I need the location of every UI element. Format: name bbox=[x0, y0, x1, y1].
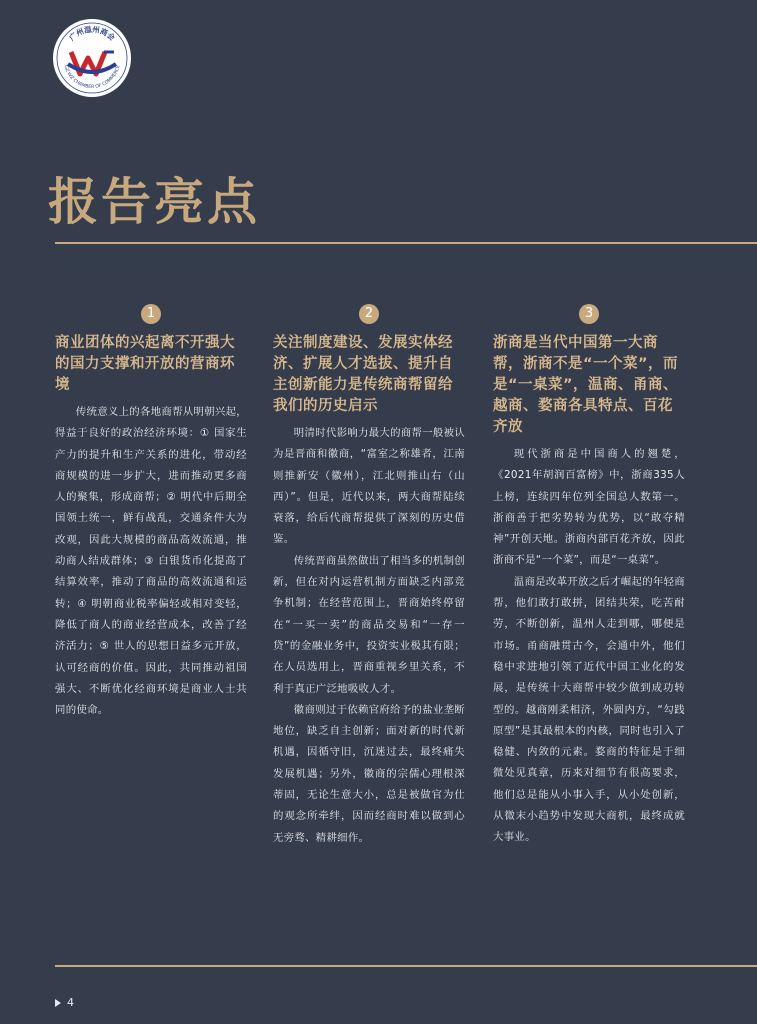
column-body bbox=[273, 423, 465, 849]
logo-text-bottom: GZ WZ CHAMBER OF COMMERCE bbox=[62, 64, 122, 91]
paragraph: 现代浙商是中国商人的翘楚，《2021年胡润百富榜》中，浙商335人上榜，连续四年位列全国总人数第一。浙商善于把劣势转为优势，以“敢夺精神”开创天地。浙商内部百花齐放，因此浙商不是“一个菜”，而是“一桌菜”。 bbox=[493, 448, 685, 567]
triangle-marker-icon bbox=[55, 999, 61, 1007]
page-title: 报告亮点 bbox=[48, 173, 260, 231]
paragraph: 徽商则过于依赖官府给予的盐业垄断地位，缺乏自主创新；面对新的时代新机遇，因循守旧，沉迷过去，最终痛失发展机遇；另外，徽商的宗儒心理根深蒂固，无论生意大小，总是被做官为仕的观念所牵绊，因而经商时难以做到心无旁骛、精耕细作。 bbox=[273, 703, 465, 844]
column-number-badge: 1 bbox=[141, 304, 161, 324]
column-number-badge: 2 bbox=[359, 304, 379, 324]
chamber-logo bbox=[52, 18, 132, 98]
highlight-column-2 bbox=[273, 304, 465, 849]
paragraph: 温商是改革开放之后才崛起的年轻商帮，他们敢打敢拼，团结共荣，吃苦耐劳，不断创新，温州人走到哪，哪便是市场。甬商融贯古今，会通中外，他们稳中求进地引领了近代中国工业化的发展，是传统十大商帮中较少做到成功转型的。越商刚柔相济，外圆内方，“勾践原型”是其最根本的内核，同时也引入了稳健、内敛的元素。婺商的特征是于细微处见真章，历来对细节有很高要求，他们总是能从小事入手，从小处创新，从微末小趋势中发现大商机，最终成就大事业。 bbox=[493, 575, 685, 844]
column-body bbox=[55, 402, 247, 721]
highlight-column-1 bbox=[55, 304, 247, 721]
column-number-badge: 3 bbox=[579, 304, 599, 324]
paragraph: 明清时代影响力最大的商帮一般被认为是晋商和徽商，“富室之称雄者，江南则推新安（徽州），江北则推山右（山西）”。但是，近代以来，两大商帮陆续衰落，给后代商帮提供了深刻的历史借鉴。 bbox=[273, 427, 465, 546]
highlight-column-3 bbox=[493, 304, 685, 849]
page-footer bbox=[55, 996, 74, 1009]
top-divider bbox=[55, 242, 757, 244]
column-body bbox=[493, 444, 685, 849]
column-heading: 浙商是当代中国第一大商帮，浙商不是“一个菜”，而是“一桌菜”，温商、甬商、越商、婺商各具特点、百花齐放 bbox=[493, 335, 679, 435]
paragraph: 传统意义上的各地商帮从明朝兴起，得益于良好的政治经济环境：① 国家生产力的提升和生产关系的进化，带动经商规模的进一步扩大，进而推动更多商人的聚集，形成商帮；② 明代中后期全国领土统一，鲜有战乱，交通条件大为改观，因此大规模的商品高效流通，推动商人结成群体；③ 白银货币化提高了结算效率，推动了商品的高效流通和运转；④ 明朝商业税率偏轻或相对变轻，降低了商人的商业经营成本，改善了经济活力；⑤ 世人的思想日益多元开放，认可经商的价值。因此，共同推动祖国强大、不断优化经商环境是商业人士共同的使命。 bbox=[55, 406, 247, 717]
column-heading: 商业团体的兴起离不开强大的国力支撑和开放的营商环境 bbox=[55, 335, 235, 393]
bottom-divider bbox=[55, 965, 757, 967]
page-number: 4 bbox=[67, 996, 74, 1009]
paragraph: 传统晋商虽然做出了相当多的机制创新，但在对内运营机制方面缺乏内部竞争机制；在经营范围上，晋商始终停留在“一买一卖”的商品交易和“一存一贷”的金融业务中，投资实业极其有限；在人员选用上，晋商重视乡里关系，不利于真正广泛地吸收人才。 bbox=[273, 554, 465, 695]
column-heading: 关注制度建设、发展实体经济、扩展人才选拔、提升自主创新能力是传统商帮留给我们的历史启示 bbox=[273, 335, 453, 414]
logo-text-top: 广州温州商会 bbox=[67, 24, 117, 43]
